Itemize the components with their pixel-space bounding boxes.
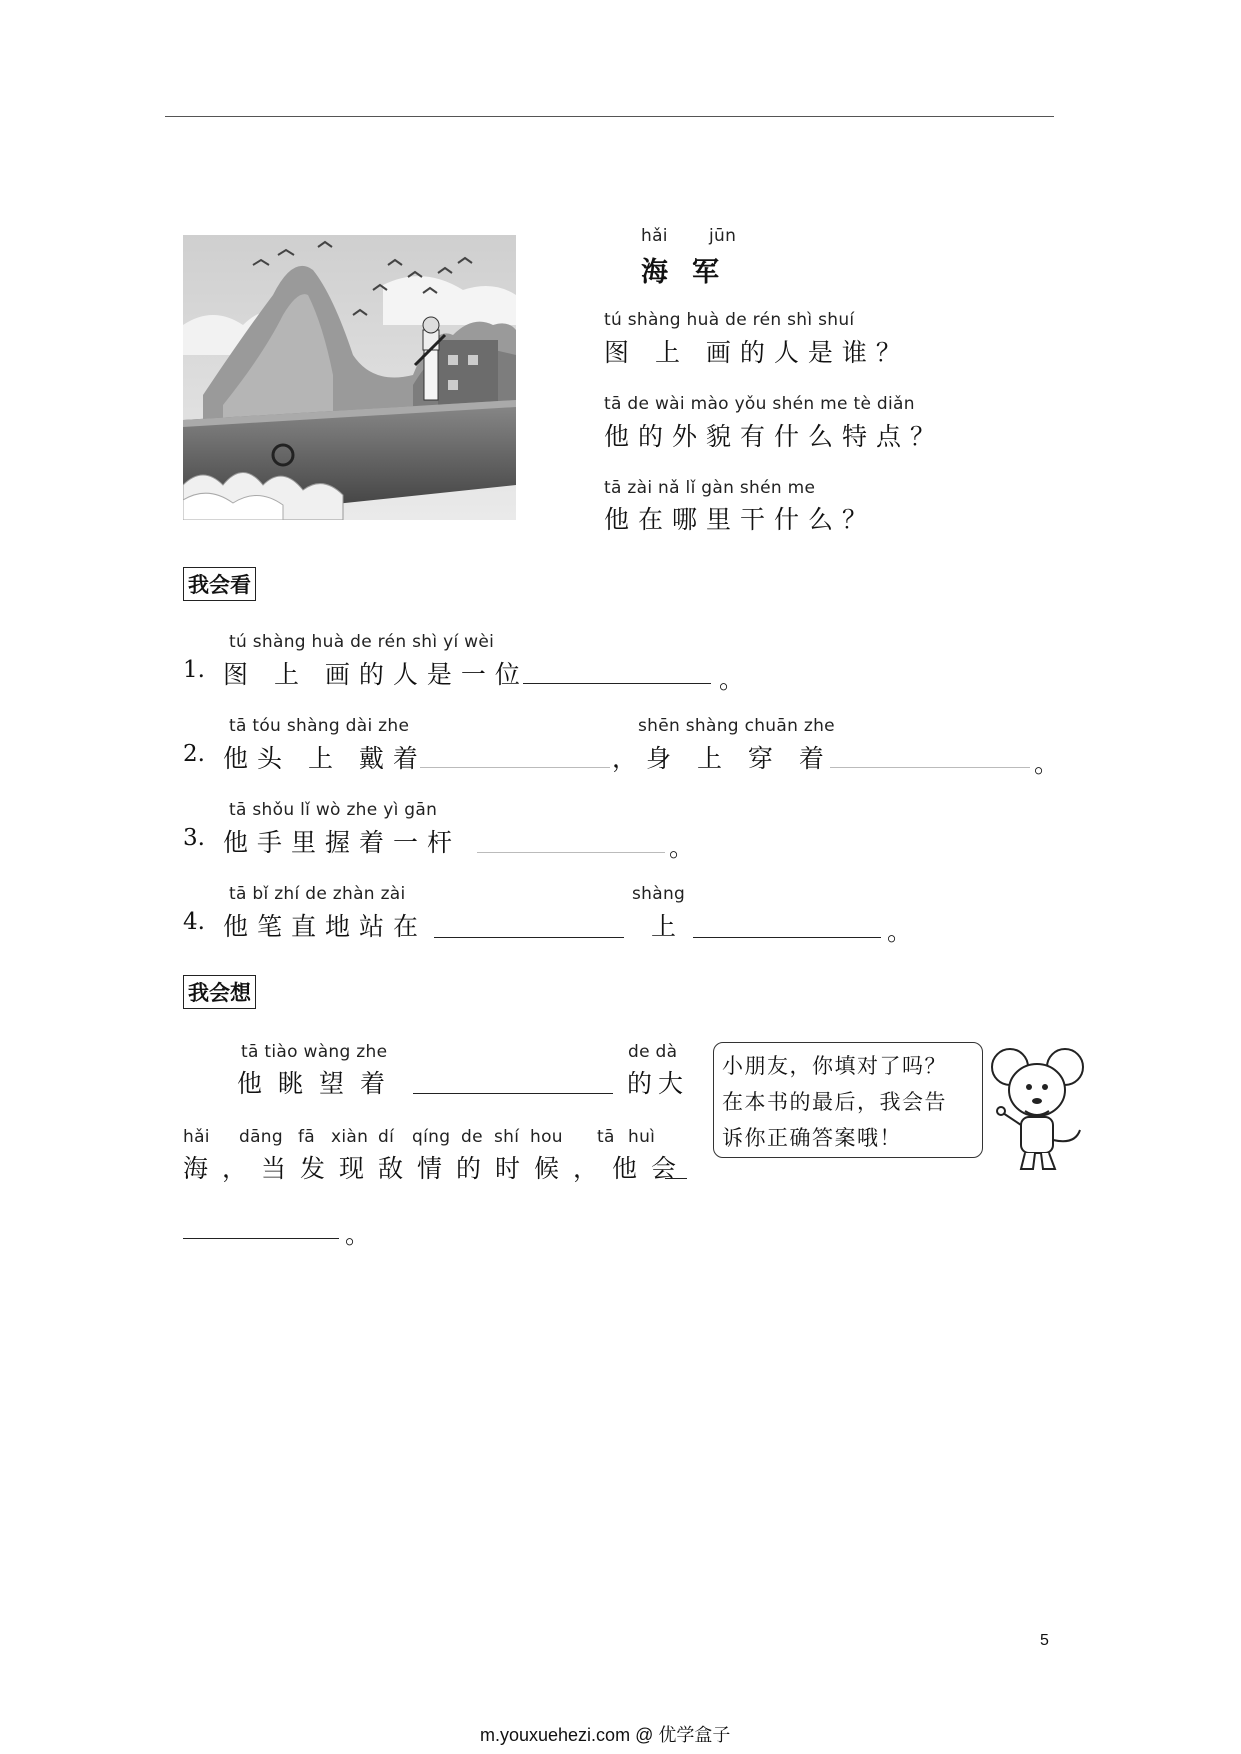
item-3-end: 。	[669, 833, 704, 862]
think-line2-blank[interactable]	[665, 1178, 687, 1179]
item-2-pinyin-a: tā tóu shàng dài zhe	[229, 716, 410, 736]
think-line1-end-pinyin: de dà	[628, 1042, 678, 1062]
think-line2-pinyin-5: dí	[378, 1127, 395, 1147]
page-number: 5	[1040, 1632, 1049, 1649]
navy-illustration	[183, 235, 516, 520]
item-2-blank-a[interactable]	[420, 767, 610, 768]
item-1-number: 1.	[183, 657, 205, 683]
think-line3-blank[interactable]	[183, 1238, 339, 1239]
item-4-pinyin: tā bǐ zhí de zhàn zài	[229, 884, 406, 904]
question-2-text: 他的外貌有什么特点？	[604, 422, 945, 451]
section-label-look: 我会看	[183, 567, 256, 601]
item-4-blank-a[interactable]	[434, 937, 624, 938]
item-2-number: 2.	[183, 741, 205, 767]
item-4-blank-b[interactable]	[693, 937, 881, 938]
header-rule	[165, 116, 1054, 117]
page-title: 海军	[641, 257, 743, 288]
item-4-end: 。	[887, 917, 922, 946]
bubble-line-2: 在本书的最后，我会告	[722, 1090, 947, 1114]
item-2-text-b: ，身 上 穿 着	[612, 744, 833, 773]
mouse-mascot-icon	[985, 1045, 1095, 1175]
question-1-text: 图 上 画的人是谁？	[604, 338, 910, 367]
item-3-pinyin: tā shǒu lǐ wò zhe yì gān	[229, 800, 438, 820]
item-3-blank[interactable]	[477, 852, 665, 853]
think-line2-pinyin-10: tā	[597, 1127, 615, 1147]
item-1-pinyin: tú shàng huà de rén shì yí wèi	[229, 632, 495, 652]
think-line2-pinyin-9: hou	[530, 1127, 563, 1147]
question-3-pinyin: tā zài nǎ lǐ gàn shén me	[604, 478, 816, 498]
title-pinyin-1: hǎi	[641, 226, 668, 246]
think-line2-text: 海，当发现敌情的时候，他会	[183, 1154, 691, 1183]
item-1-blank[interactable]	[523, 683, 711, 684]
item-4-pinyin-mid: shàng	[632, 884, 686, 904]
question-3-text: 他在哪里干什么？	[604, 505, 877, 534]
bubble-line-1: 小朋友，你填对了吗？	[722, 1054, 947, 1078]
question-1-pinyin: tú shàng huà de rén shì shuí	[604, 310, 855, 330]
item-1-text: 图 上 画的人是一位	[223, 660, 529, 689]
item-1-end: 。	[719, 665, 754, 694]
think-line2-pinyin-7: de	[461, 1127, 483, 1147]
item-2-end: 。	[1034, 749, 1069, 778]
think-line2-pinyin-8: shí	[494, 1127, 520, 1147]
think-line1-pinyin: tā tiào wàng zhe	[241, 1042, 388, 1062]
think-line1-end-text: 的大	[627, 1069, 690, 1098]
think-line2-pinyin-4: xiàn	[331, 1127, 369, 1147]
item-2-text-a: 他头 上 戴着	[223, 744, 427, 773]
think-line2-pinyin-2: dāng	[239, 1127, 283, 1147]
section-label-think: 我会想	[183, 975, 256, 1009]
navy-sailor-picture	[183, 235, 516, 520]
think-line1-blank[interactable]	[413, 1093, 613, 1094]
footer-source: m.youxuehezi.com @ 优学盒子	[480, 1725, 731, 1745]
item-3-text: 他手里握着一杆	[223, 828, 462, 857]
think-line2-pinyin-1: hǎi	[183, 1127, 210, 1147]
title-pinyin-2: jūn	[709, 226, 737, 246]
item-2-blank-b[interactable]	[830, 767, 1030, 768]
think-line2-pinyin-3: fā	[298, 1127, 316, 1147]
item-4-number: 4.	[183, 909, 205, 935]
bubble-line-3: 诉你正确答案哦！	[722, 1126, 902, 1150]
think-line2-pinyin-11: huì	[628, 1127, 656, 1147]
item-2-pinyin-b: shēn shàng chuān zhe	[638, 716, 835, 736]
question-2-pinyin: tā de wài mào yǒu shén me tè diǎn	[604, 394, 915, 414]
item-3-number: 3.	[183, 825, 205, 851]
item-4-text-mid: 上	[651, 912, 686, 941]
think-line3-end: 。	[345, 1220, 380, 1249]
think-line2-pinyin-6: qíng	[412, 1127, 451, 1147]
think-line1-text: 他眺望着	[237, 1069, 402, 1098]
speech-bubble-text	[722, 1048, 982, 1156]
item-4-text: 他笔直地站在	[223, 912, 428, 941]
